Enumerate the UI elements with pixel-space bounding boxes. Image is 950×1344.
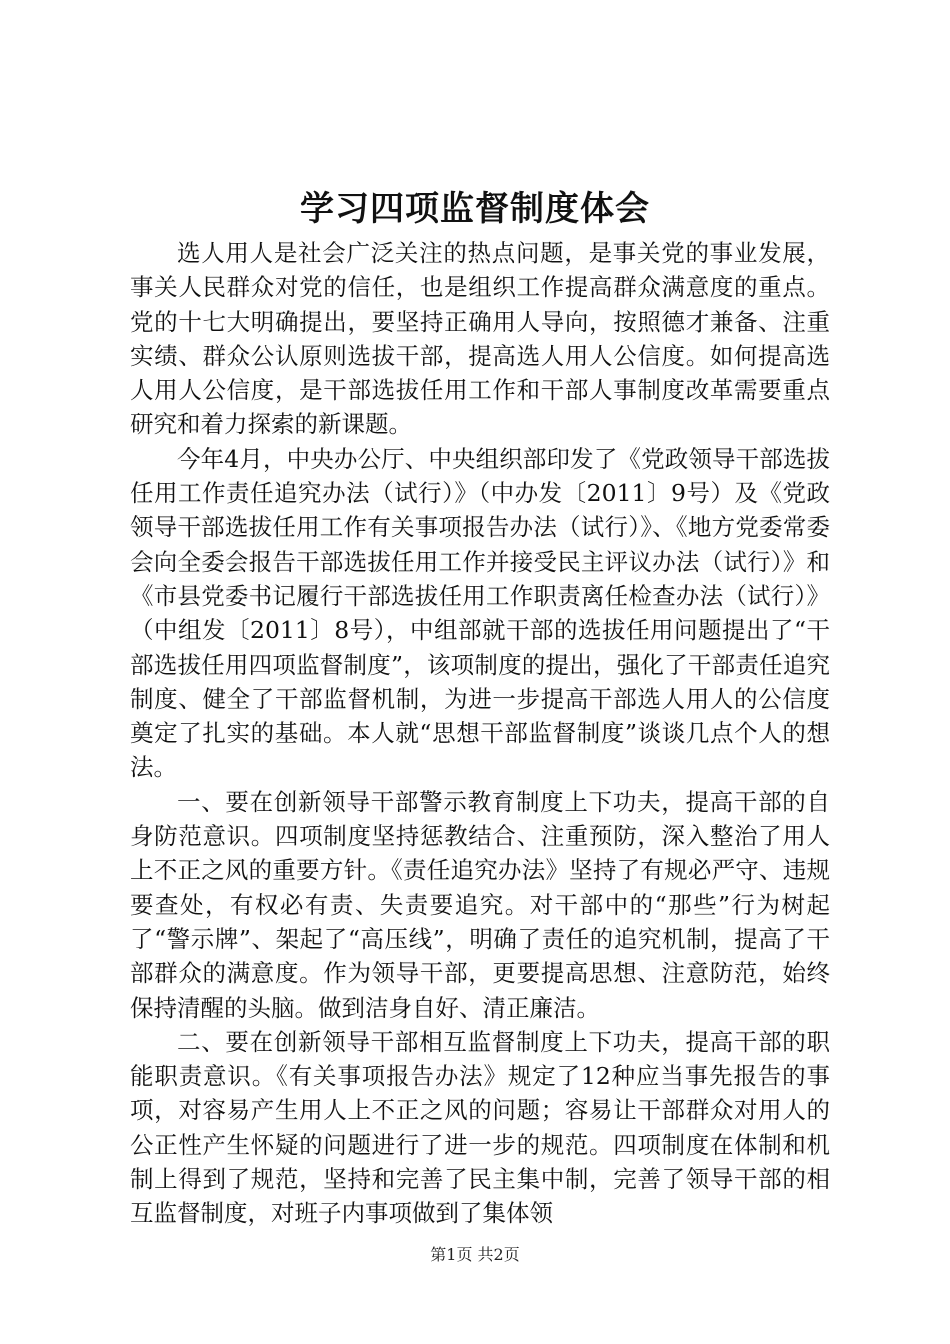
paragraph-4: 二、要在创新领导干部相互监督制度上下功夫，提高干部的职能职责意识。《有关事项报告办法》规定了12种应当事先报告的事项，对容易产生用人上不正之风的问题；容易让干部群众对用人的公正性产生怀疑的问题进行了进一步的规范。四项制度在体制和机制上得到了规范，坚持和完善了民主集中制，完善了领导干部的相互监督制度，对班子内事项做到了集体领 — [130, 1027, 830, 1228]
paragraph-3: 一、要在创新领导干部警示教育制度上下功夫，提高干部的自身防范意识。四项制度坚持惩教结合、注重预防，深入整治了用人上不正之风的重要方针。《责任追究办法》坚持了有规必严守、违规要查处，有权必有责、失责要追究。对干部中的“那些”行为树起了“警示牌”、架起了“高压线”，明确了责任的追究机制，提高了干部群众的满意度。作为领导干部，更要提高思想、注意防范，始终保持清醒的头脑。做到洁身自好、清正廉洁。 — [130, 787, 830, 1022]
paragraph-1: 选人用人是社会广泛关注的热点问题，是事关党的事业发展，事关人民群众对党的信任，也是组织工作提高群众满意度的重点。党的十七大明确提出，要坚持正确用人导向，按照德才兼备、注重实绩、群众公认原则选拔干部，提高选人用人公信度。如何提高选人用人公信度，是干部选拔任用工作和干部人事制度改革需要重点研究和着力探索的新课题。 — [130, 239, 830, 439]
page-number-footer: 第1页 共2页 — [430, 1245, 520, 1264]
document-title: 学习四项监督制度体会 — [300, 189, 650, 229]
paragraph-2: 今年4月，中央办公厅、中央组织部印发了《党政领导干部选拔任用工作责任追究办法（试行）》（中办发〔2011〕9号）及《党政领导干部选拔任用工作有关事项报告办法（试行）》、《地方党委常委会向全委会报告干部选拔任用工作并接受民主评议办法（试行）》和《市县党委书记履行干部选拔任用工作职责离任检查办法（试行）》（中组发〔2011〕8号），中组部就干部的选拔任用问题提出了“干部选拔任用四项监督制度”，该项制度的提出，强化了干部责任追究制度、健全了干部监督机制，为进一步提高干部选人用人的公信度奠定了扎实的基础。本人就“思想干部监督制度”谈谈几点个人的想法。 — [130, 444, 830, 782]
document-body — [130, 236, 830, 1231]
